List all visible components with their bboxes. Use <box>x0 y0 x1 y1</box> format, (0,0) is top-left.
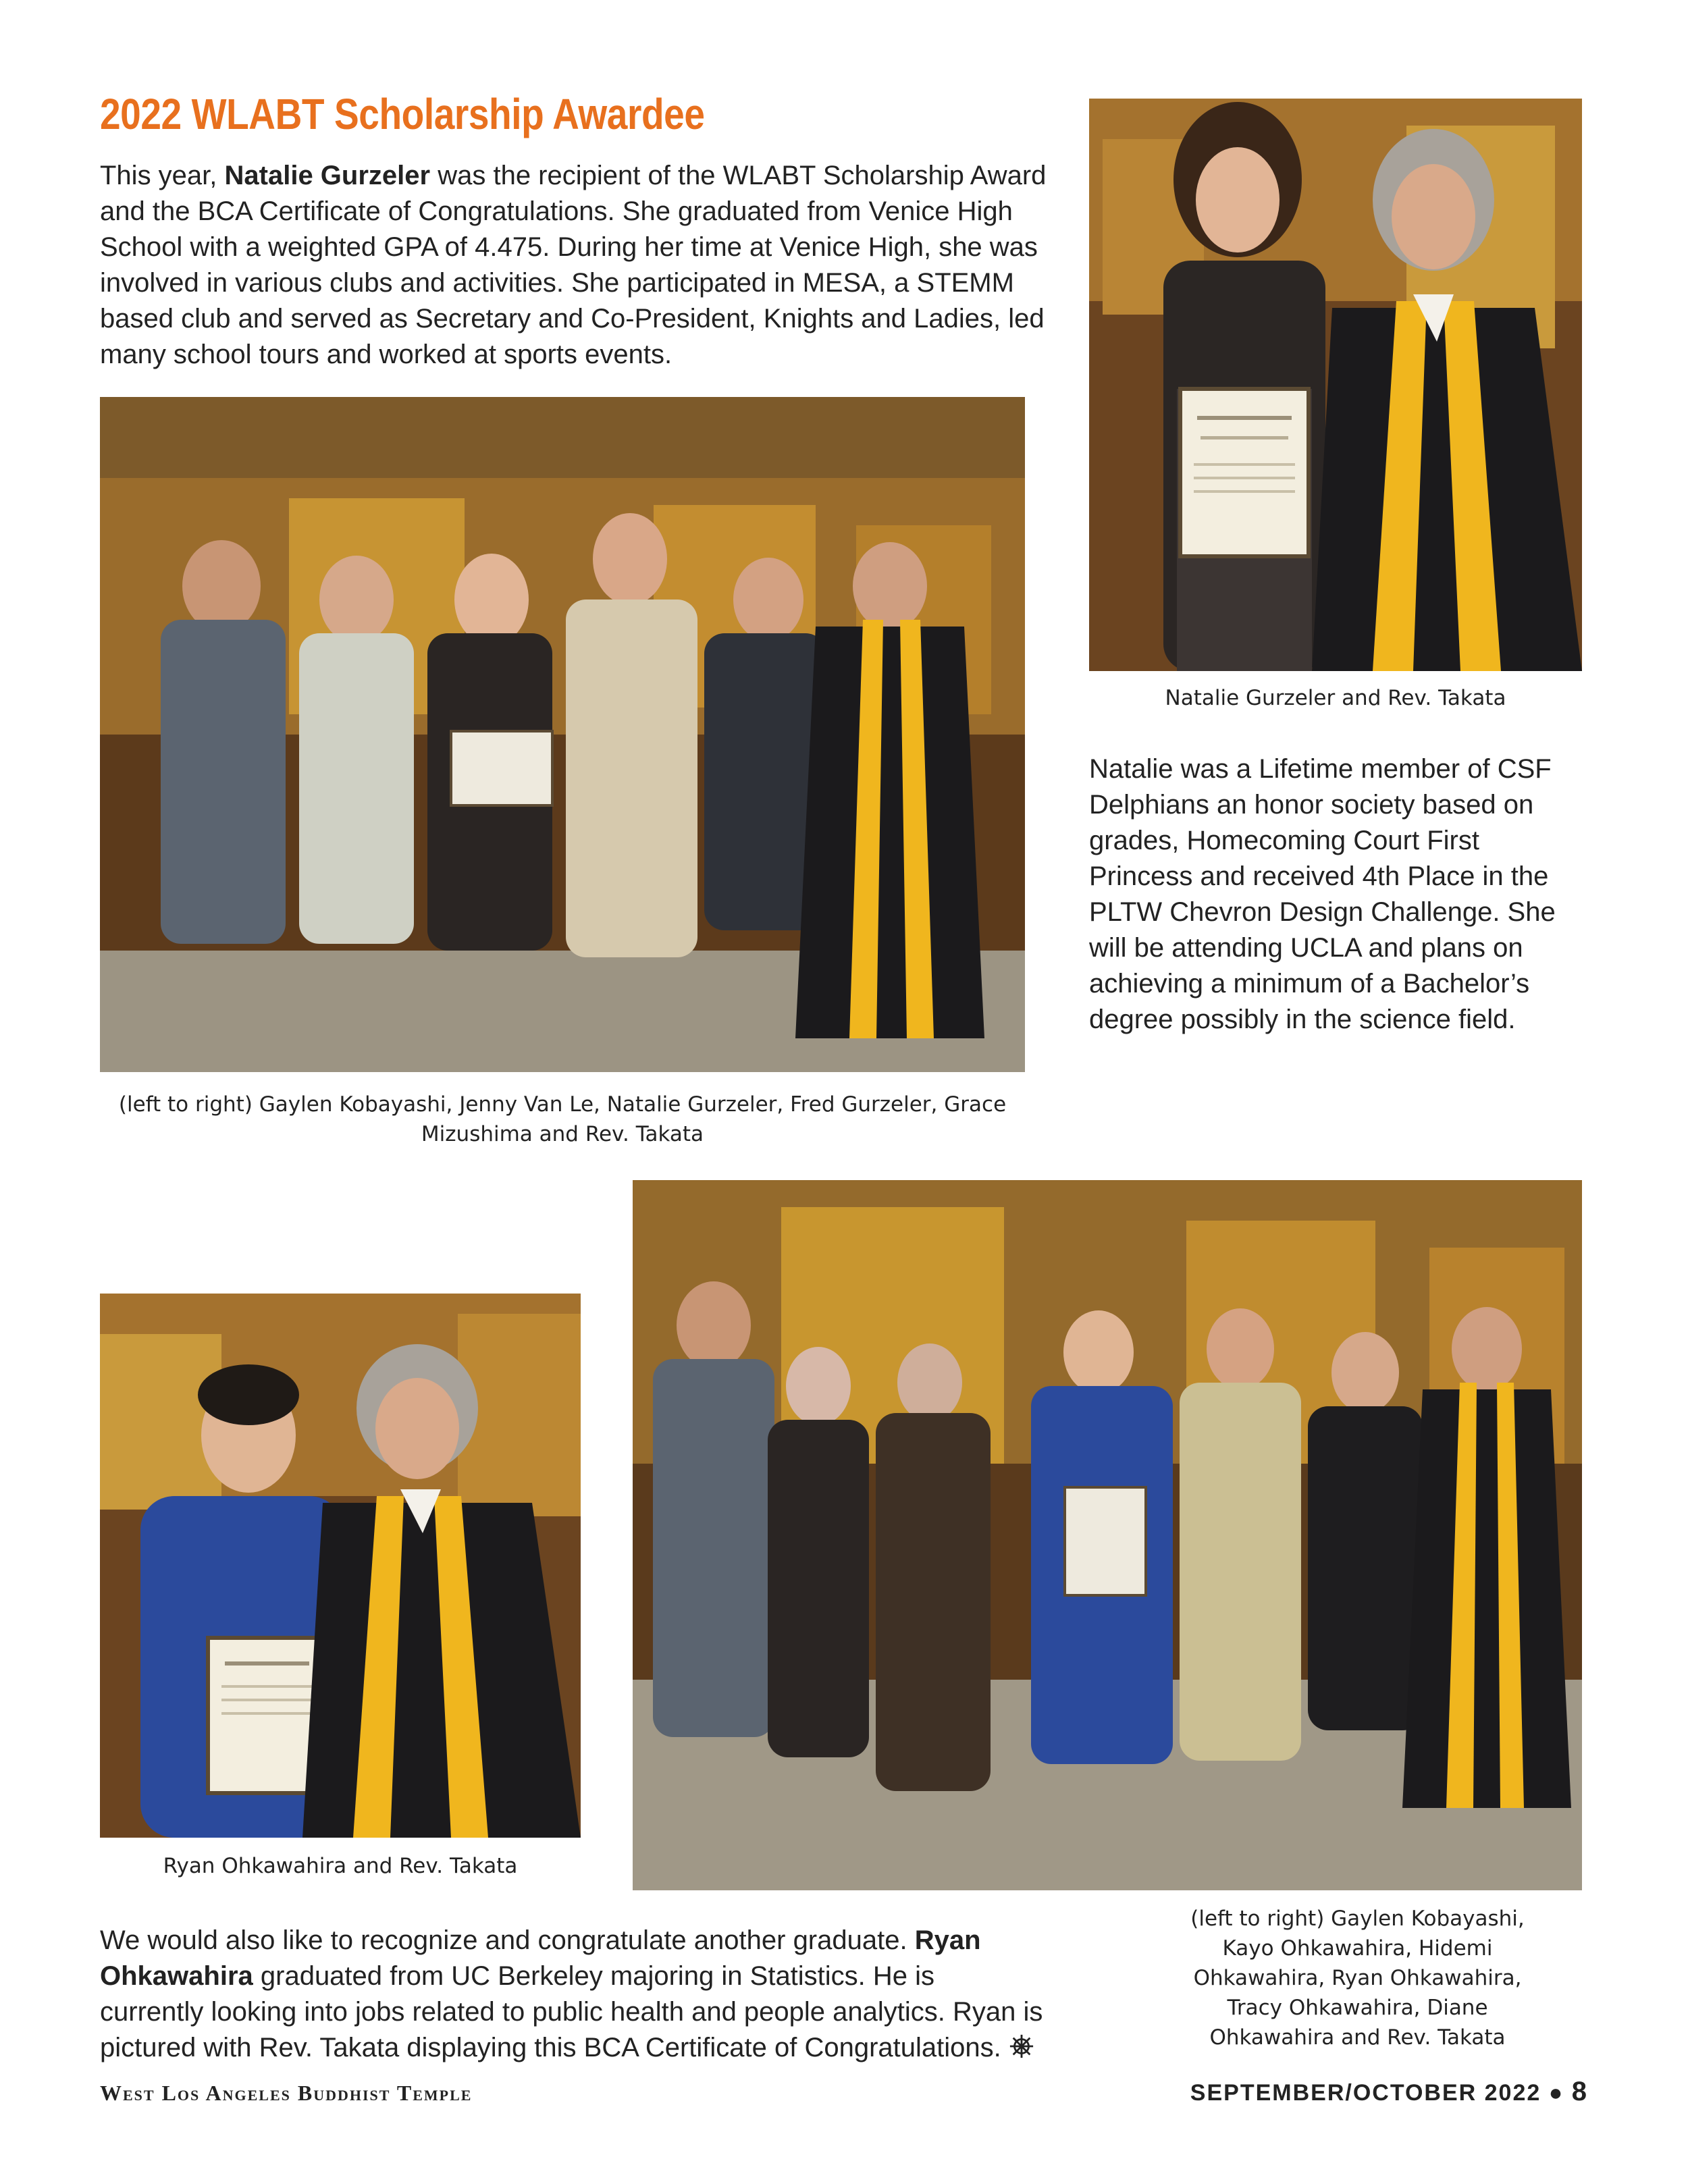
ryan-rest: graduated from UC Berkeley majoring in Statistics. He is currently looking into jobs related to public health and people analytics. Ryan is pictured with Rev. Takata displaying this BCA Certificate of Congratulations. <box>100 1961 1043 2062</box>
natalie-details-paragraph: Natalie was a Lifetime member of CSF Delphians an honor society based on grades, Homecoming Court First Princess and received 4th Place in the PLTW Chevron Design Challenge. She will be attending UCLA and plans on achieving a minimum of a Bachelor’s degree possibly in the science field. <box>1089 754 1556 1034</box>
ryan-paragraph <box>100 1923 1045 2066</box>
ryan-lead: We would also like to recognize and congratulate another graduate. <box>100 1925 915 1955</box>
dharma-wheel-icon <box>1009 2033 1034 2058</box>
ryan-name: Ryan Ohkawahira <box>100 1925 981 1991</box>
caption-ryan-group: (left to right) Gaylen Kobayashi, Kayo Ohkawahira, Hidemi Ohkawahira, Ryan Ohkawahira, Tracy Ohkawahira, Diane Ohkawahira and Rev. Takata <box>1190 1907 1525 2050</box>
footer-temple-name: West Los Angeles Buddhist Temple <box>100 2081 473 2105</box>
caption-natalie-group: (left to right) Gaylen Kobayashi, Jenny Van Le, Natalie Gurzeler, Fred Gurzeler, Grace Mizushima and Rev. Takata <box>118 1092 1007 1146</box>
intro-lead: This year, <box>100 161 225 190</box>
caption-natalie-takata: Natalie Gurzeler and Rev. Takata <box>1165 686 1506 710</box>
photo-ryan-takata <box>100 1294 581 1838</box>
photo-natalie-group <box>100 397 1025 1072</box>
footer-issue <box>1190 2077 1588 2107</box>
intro-paragraph <box>100 158 1059 373</box>
intro-rest: was the recipient of the WLABT Scholarship Award and the BCA Certificate of Congratulations. She graduated from Venice High School with a weighted GPA of 4.475. During her time at Venice High, she was involved in various clubs and activities. She participated in MESA, a STEMM based club and served as Secretary and Co-President, Knights and Ladies, led many school tours and worked at sports events. <box>100 161 1047 369</box>
article-title: 2022 WLABT Scholarship Awardee <box>100 90 705 138</box>
caption-ryan-takata: Ryan Ohkawahira and Rev. Takata <box>163 1854 518 1878</box>
footer-page-number: 8 <box>1571 2077 1588 2106</box>
footer-issue-date: SEPTEMBER/OCTOBER 2022 <box>1190 2080 1541 2106</box>
footer-bullet: ● <box>1548 2080 1564 2106</box>
photo-natalie-takata <box>1089 99 1582 671</box>
awardee-name: Natalie Gurzeler <box>224 161 431 190</box>
photo-ryan-group <box>633 1180 1582 1890</box>
